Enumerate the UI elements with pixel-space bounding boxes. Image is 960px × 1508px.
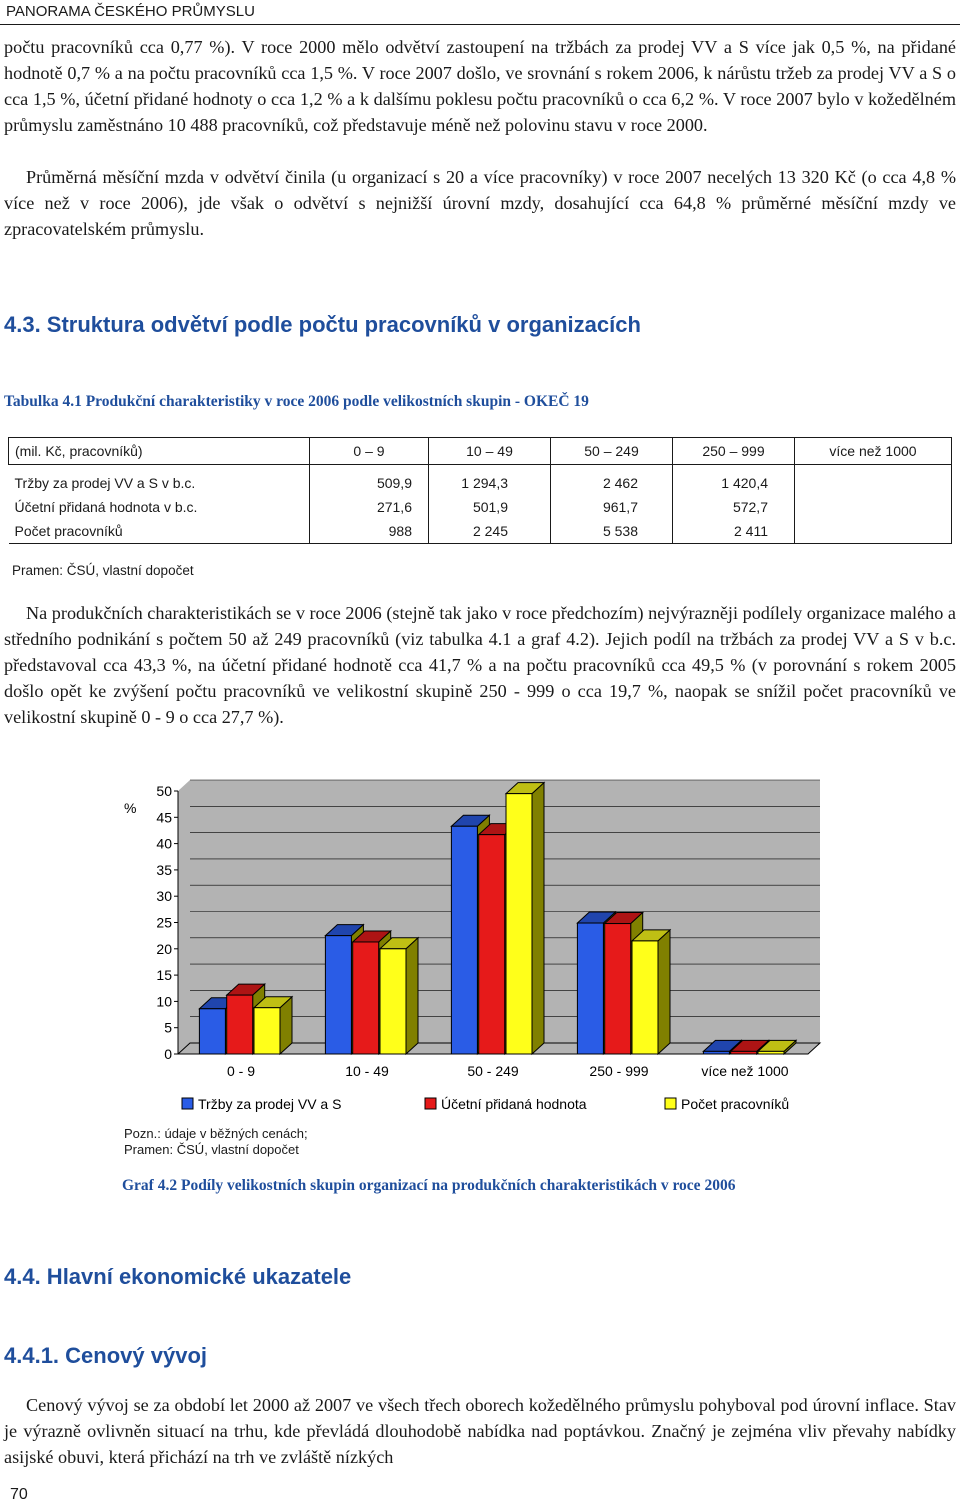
bar: [254, 997, 292, 1054]
paragraph-analysis: Na produkčních charakteristikách se v roce 2006 (stejně tak jako v roce předchozím) nejvýrazněji podílely organizace malého a středního podnikání s počtem 50 až 249 pracovníků (viz tabulka 4.1 a graf 4.2). Jejich podíl na tržbách za prodej VV a S v b.c. představoval cca 43,3 %, na účetní přidané hodnotě cca 41,7 % a na počtu pracovníků cca 49,5 % (v porovnání s rokem 2005 došlo opět ke zvýšení počtu pracovníků ve velikostní skupině 250 - 999 o cca 19,7 %, naopak se snížil počet pracovníků ve velikostní skupině 0 - 9 o cca 27,7 %).: [4, 603, 956, 727]
x-tick-label: 250 - 999: [589, 1063, 649, 1079]
legend-swatch: [182, 1098, 193, 1109]
x-tick-label: 10 - 49: [345, 1063, 389, 1079]
y-tick-label: 45: [156, 809, 172, 826]
y-axis-label: %: [124, 800, 137, 816]
bar-chart: [0, 770, 960, 1150]
bar-side: [532, 783, 544, 1054]
y-tick-label: 35: [156, 861, 172, 878]
y-tick-label: 15: [156, 967, 172, 984]
bar-front: [227, 995, 253, 1054]
page-number: 70: [10, 1486, 28, 1503]
chart-x-labels: [227, 1063, 789, 1079]
bar-front: [325, 936, 351, 1054]
chart-y-axis: [124, 783, 178, 1062]
bar-front: [199, 1009, 225, 1054]
chart-side-wall: [178, 780, 190, 1054]
table-cell: 509,9: [310, 465, 429, 496]
table-cell: [795, 495, 952, 519]
table-header-row: [9, 438, 952, 465]
legend-swatch: [425, 1098, 436, 1109]
legend-label: Tržby za prodej VV a S: [198, 1096, 342, 1112]
table-cell: 271,6: [310, 495, 429, 519]
bar-front: [353, 942, 379, 1054]
row-label: Počet pracovníků: [9, 519, 310, 544]
bar-front: [451, 826, 477, 1054]
y-tick-label: 10: [156, 993, 172, 1010]
bar-side: [406, 938, 418, 1054]
chart-caption: Graf 4.2 Podíly velikostních skupin organizací na produkčních charakteristikách v roce 2006: [122, 1177, 736, 1194]
table-header-col: 50 – 249: [551, 438, 673, 465]
bar-front: [703, 1051, 729, 1054]
table-cell: 988: [310, 519, 429, 544]
table-row: [9, 465, 952, 496]
table-row: [9, 495, 952, 519]
chart-source: Pramen: ČSÚ, vlastní dopočet: [124, 1142, 299, 1157]
table-cell: 2 245: [429, 519, 551, 544]
paragraph-wages: Průměrná měsíční mzda v odvětví činila (u organizací s 20 a více pracovníky) v roce 2007 necelých 13 320 Kč (o cca 4,8 % více než v roce 2006), jde však o odvětví s nejnižší úrovní mzdy, dosahující cca 64,8 % průměrné měsíční mzdy ve zpracovatelském průmyslu.: [4, 167, 956, 239]
legend-item: [665, 1096, 789, 1112]
y-tick-label: 30: [156, 888, 172, 905]
bar: [632, 930, 670, 1054]
x-tick-label: 50 - 249: [467, 1063, 519, 1079]
bar-front: [506, 794, 532, 1054]
bar-front: [605, 924, 631, 1054]
paragraph-prices: Cenový vývoj se za období let 2000 až 2007 ve všech třech oborech kožedělného průmyslu pohyboval pod úrovní inflace. Stav je výrazně ovlivněn situací na trhu, kde převládá dlouhodobě nabídka nad poptávkou. Značný je zejména vliv převahy nabídky asijské obuvi, která přichází na trh ve zvláště nízkých: [4, 1395, 956, 1467]
y-tick-label: 20: [156, 940, 172, 957]
bar-side: [658, 930, 670, 1054]
bar-front: [479, 835, 505, 1054]
running-header-title: PANORAMA ČESKÉHO PRŮMYSLU: [6, 3, 255, 20]
table-cell: 501,9: [429, 495, 551, 519]
bar-front: [380, 949, 406, 1054]
legend-label: Účetní přidaná hodnota: [441, 1096, 587, 1112]
y-tick-label: 25: [156, 914, 172, 931]
chart-legend: [182, 1096, 789, 1112]
table-cell: 1 294,3: [429, 465, 551, 496]
row-label: Účetní přidaná hodnota v b.c.: [9, 495, 310, 519]
legend-item: [182, 1096, 341, 1112]
legend-item: [425, 1096, 587, 1112]
table-cell: 2 411: [673, 519, 795, 544]
paragraph-intro: počtu pracovníků cca 0,77 %). V roce 2000 mělo odvětví zastoupení na tržbách za prodej VV a S více jak 0,5 %, na přidané hodnotě 0,7 % a na počtu pracovníků cca 1,5 %. V roce 2007 došlo, ve srovnání s rokem 2006, k nárůstu tržeb za prodej VV a S o cca 1,5 %, účetní přidané hodnoty o cca 1,2 % a k dalšímu poklesu počtu pracovníků o cca 6,2 %. V roce 2007 bylo v kožedělném průmyslu zaměstnáno 10 488 pracovníků, což představuje méně než polovinu stavu v roce 2000.: [4, 37, 956, 135]
production-table: [8, 437, 952, 544]
y-tick-label: 50: [156, 783, 172, 799]
table-header-units: (mil. Kč, pracovníků): [9, 438, 310, 465]
table-header-col: 250 – 999: [673, 438, 795, 465]
table-header-col: více než 1000: [795, 438, 952, 465]
table-header-col: 10 – 49: [429, 438, 551, 465]
table-caption: Tabulka 4.1 Produkční charakteristiky v roce 2006 podle velikostních skupin - OKEČ 19: [4, 393, 589, 410]
table-cell: 961,7: [551, 495, 673, 519]
table-cell: 5 538: [551, 519, 673, 544]
table-cell: 1 420,4: [673, 465, 795, 496]
table-cell: [795, 465, 952, 496]
bar-front: [632, 941, 658, 1054]
x-tick-label: 0 - 9: [226, 1063, 256, 1079]
bar-front: [577, 923, 603, 1054]
bar-front: [758, 1051, 784, 1054]
table-cell: [795, 519, 952, 544]
row-label: Tržby za prodej VV a S v b.c.: [9, 465, 310, 496]
x-tick-label: více než 1000: [701, 1063, 789, 1079]
running-header: [0, 0, 960, 25]
table-source: Pramen: ČSÚ, vlastní dopočet: [12, 563, 194, 578]
table-cell: 2 462: [551, 465, 673, 496]
table-cell: 572,7: [673, 495, 795, 519]
section-heading-4-4: 4.4. Hlavní ekonomické ukazatele: [4, 1264, 352, 1289]
legend-label: Počet pracovníků: [681, 1096, 790, 1112]
y-tick-label: 0: [164, 1046, 172, 1062]
section-heading-4-3: 4.3. Struktura odvětví podle počtu pracovníků v organizacích: [4, 312, 641, 337]
y-tick-label: 5: [164, 1019, 172, 1036]
bar-front: [731, 1051, 757, 1054]
y-tick-label: 40: [156, 835, 172, 852]
table-row: [9, 519, 952, 544]
chart-note: Pozn.: údaje v běžných cenách;: [124, 1126, 308, 1141]
table-header-col: 0 – 9: [310, 438, 429, 465]
bar: [380, 938, 418, 1054]
section-heading-4-4-1: 4.4.1. Cenový vývoj: [4, 1343, 207, 1368]
legend-swatch: [665, 1098, 676, 1109]
bar: [506, 783, 544, 1054]
bar-front: [254, 1008, 280, 1054]
